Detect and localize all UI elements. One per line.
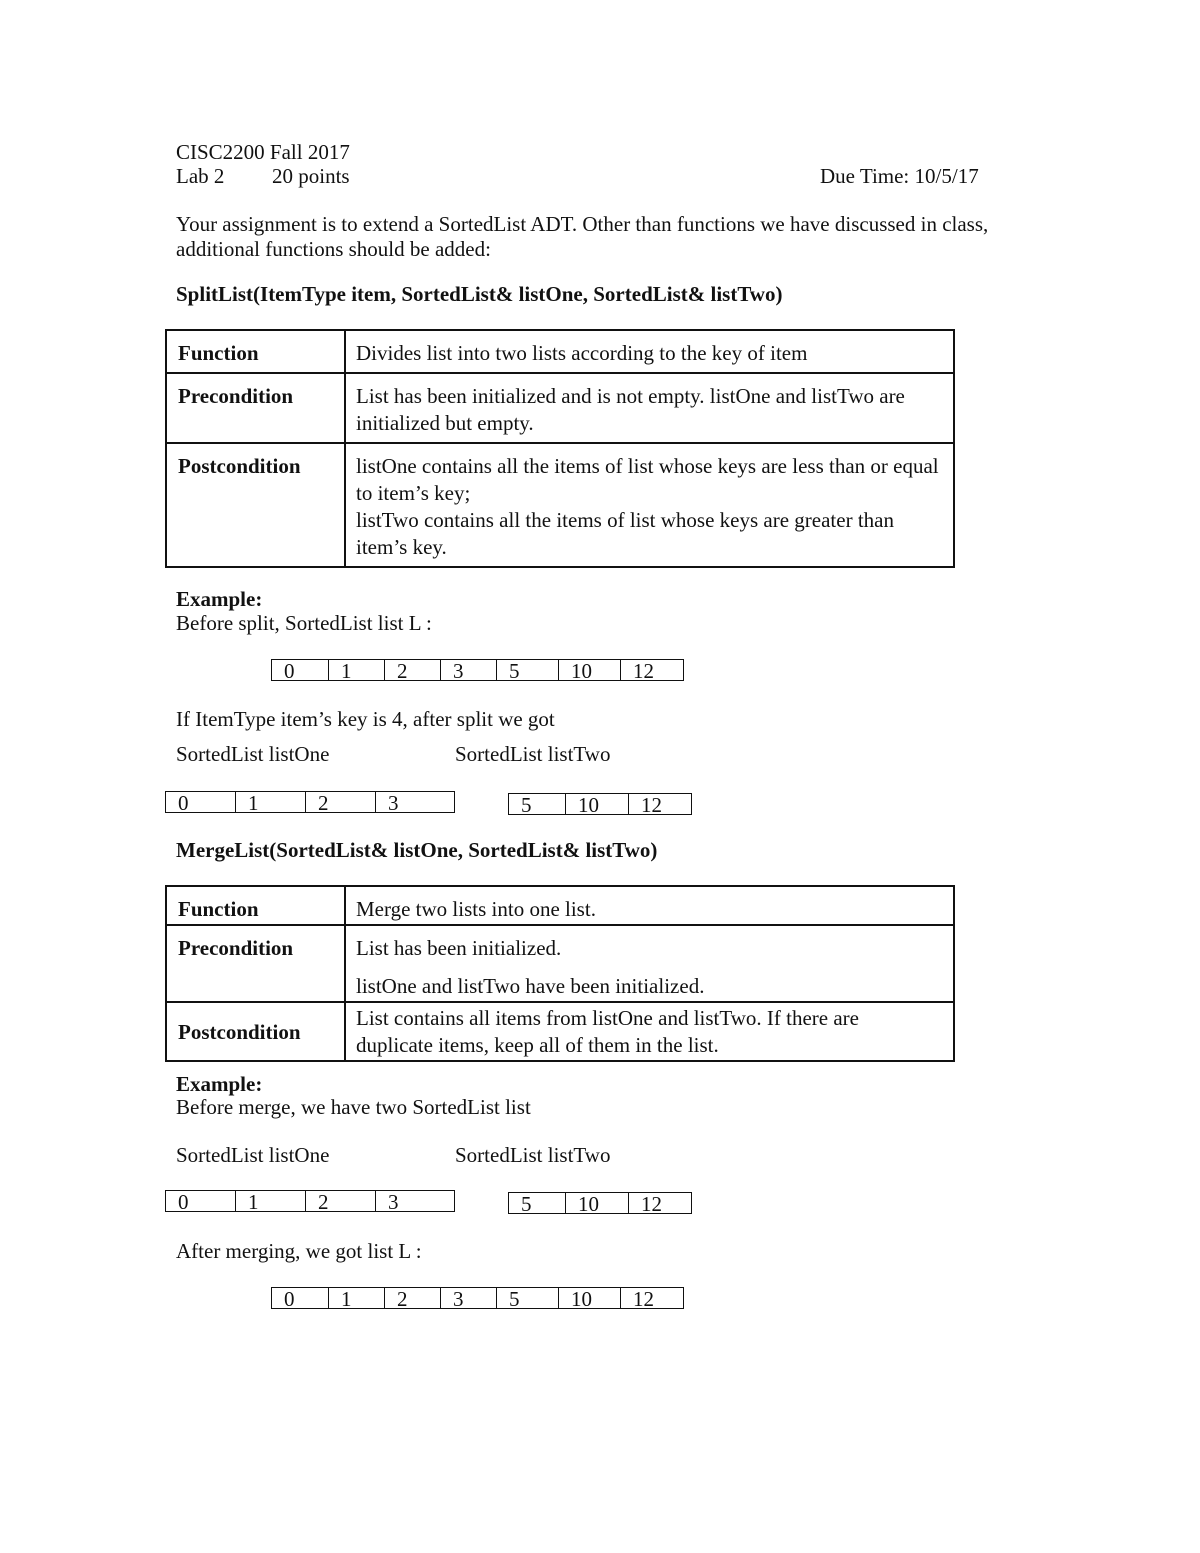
- array-cell: 5: [508, 793, 565, 815]
- array-listone: [165, 1190, 455, 1212]
- array-cell: 3: [440, 659, 496, 681]
- after-split-text: If ItemType item’s key is 4, after split we got: [176, 707, 555, 731]
- array-cell: 10: [565, 1192, 628, 1214]
- array-cell: 5: [496, 1287, 558, 1309]
- listone-label: SortedList listOne: [176, 1143, 330, 1167]
- array-cell: 2: [305, 1190, 375, 1212]
- array-list-L: [271, 659, 684, 681]
- array-cell: 5: [496, 659, 558, 681]
- splitlist-spec-table: [165, 329, 955, 568]
- array-cell: 0: [165, 1190, 235, 1212]
- array-listone: [165, 791, 455, 813]
- table-row: [166, 886, 954, 925]
- array-cell: 1: [328, 659, 384, 681]
- array-cell: 10: [565, 793, 628, 815]
- postcondition-text: listOne contains all the items of list whose keys are less than or equal to item’s key;: [356, 454, 939, 505]
- array-cell: 3: [440, 1287, 496, 1309]
- array-cell: 12: [620, 659, 684, 681]
- precondition-text: List has been initialized and is not empty. listOne and listTwo are initialized but empty.: [345, 373, 954, 443]
- postcondition-cell: [345, 443, 954, 567]
- function-label: Function: [166, 886, 345, 925]
- precondition-label: Precondition: [166, 373, 345, 443]
- array-cell: 0: [165, 791, 235, 813]
- table-row: [166, 443, 954, 567]
- array-cell: 10: [558, 659, 620, 681]
- table-row: [166, 925, 954, 1002]
- precondition-text: List has been initialized.: [356, 936, 562, 960]
- array-cell: 2: [384, 659, 440, 681]
- array-cell: 12: [628, 793, 692, 815]
- array-listtwo: [508, 793, 692, 815]
- array-cell: 1: [235, 1190, 305, 1212]
- array-cell: 0: [271, 659, 328, 681]
- after-merge-text: After merging, we got list L :: [176, 1239, 422, 1263]
- points-label: 20 points: [272, 164, 350, 188]
- postcondition-text: List contains all items from listOne and listTwo. If there are duplicate items, keep all of them in the list.: [345, 1002, 954, 1061]
- lab-number: Lab 2: [176, 164, 225, 188]
- mergelist-spec-table: [165, 885, 955, 1062]
- array-cell: 12: [628, 1192, 692, 1214]
- array-cell: 12: [620, 1287, 684, 1309]
- before-split-text: Before split, SortedList list L :: [176, 611, 432, 635]
- example-heading: Example:: [176, 587, 263, 611]
- precondition-text: listOne and listTwo have been initialized.: [356, 974, 705, 998]
- listtwo-label: SortedList listTwo: [455, 742, 611, 766]
- array-cell: 2: [384, 1287, 440, 1309]
- table-row: [166, 373, 954, 443]
- array-cell: 0: [271, 1287, 328, 1309]
- intro-paragraph: Your assignment is to extend a SortedList ADT. Other than functions we have discussed in class, additional functions should be added:: [176, 212, 989, 261]
- before-merge-text: Before merge, we have two SortedList list: [176, 1095, 531, 1119]
- splitlist-signature: SplitList(ItemType item, SortedList& listOne, SortedList& listTwo): [176, 282, 783, 306]
- array-cell: 1: [328, 1287, 384, 1309]
- postcondition-label: Postcondition: [166, 443, 345, 567]
- listone-label: SortedList listOne: [176, 742, 330, 766]
- table-row: [166, 330, 954, 373]
- array-cell: 10: [558, 1287, 620, 1309]
- function-text: Divides list into two lists according to the key of item: [345, 330, 954, 373]
- due-time: Due Time: 10/5/17: [820, 164, 979, 188]
- listtwo-label: SortedList listTwo: [455, 1143, 611, 1167]
- array-listtwo: [508, 1192, 692, 1214]
- precondition-cell: [345, 925, 954, 1002]
- array-cell: 2: [305, 791, 375, 813]
- array-list-L: [271, 1287, 684, 1309]
- example-heading: Example:: [176, 1072, 263, 1096]
- array-cell: 1: [235, 791, 305, 813]
- postcondition-text: listTwo contains all the items of list whose keys are greater than item’s key.: [356, 508, 894, 559]
- precondition-label: Precondition: [166, 925, 345, 1002]
- table-row: [166, 1002, 954, 1061]
- mergelist-signature: MergeList(SortedList& listOne, SortedList& listTwo): [176, 838, 658, 862]
- postcondition-label: Postcondition: [166, 1002, 345, 1061]
- array-cell: 3: [375, 1190, 455, 1212]
- array-cell: 5: [508, 1192, 565, 1214]
- function-text: Merge two lists into one list.: [345, 886, 954, 925]
- function-label: Function: [166, 330, 345, 373]
- course-title: CISC2200 Fall 2017: [176, 140, 350, 164]
- array-cell: 3: [375, 791, 455, 813]
